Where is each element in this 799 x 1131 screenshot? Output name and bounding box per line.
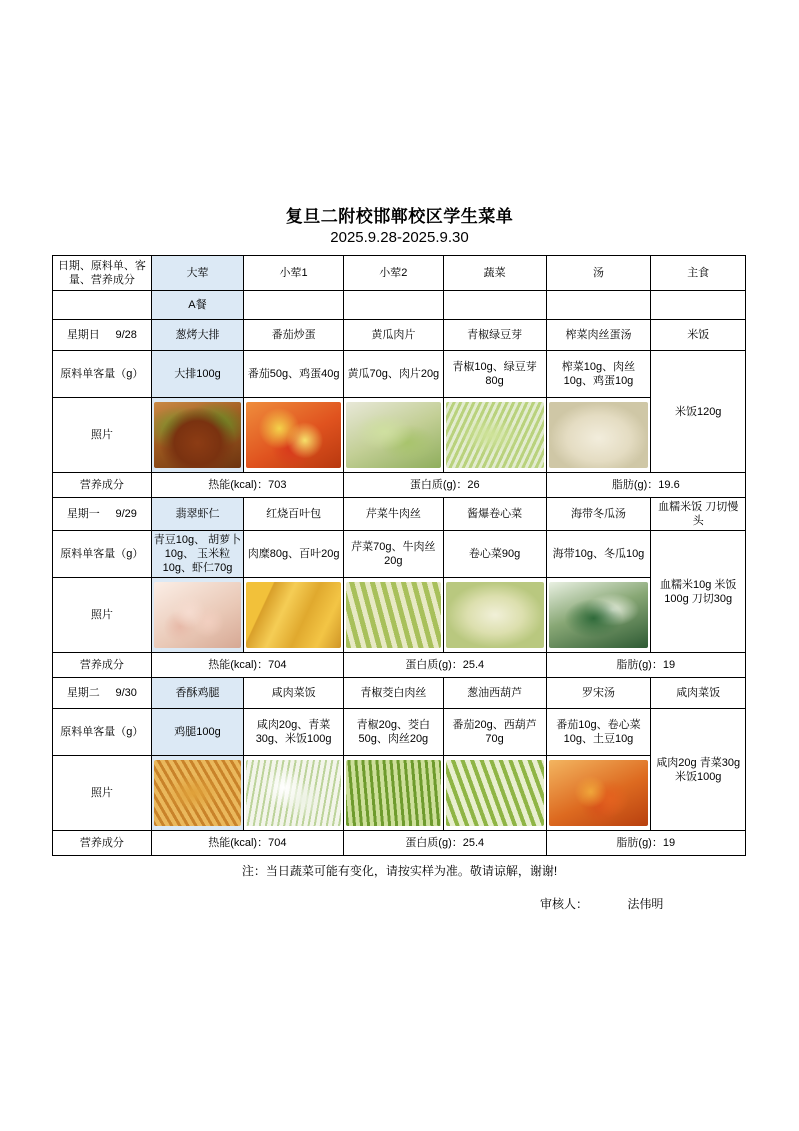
header-col3: 小荤2 bbox=[343, 256, 443, 291]
approver-name: 法伟明 bbox=[627, 897, 664, 911]
day-1-ingr-3: 黄瓜70g、肉片20g bbox=[343, 351, 443, 398]
meal-type-row bbox=[53, 291, 746, 320]
day-2-nutrition-row bbox=[53, 653, 746, 678]
meal-type-blank-6 bbox=[651, 291, 746, 320]
day-1-nutrition-label: 营养成分 bbox=[53, 473, 152, 498]
day-1-staple-ingredients: 米饭120g bbox=[651, 351, 746, 473]
day-2-energy: 热能(kcal)：704 bbox=[151, 653, 343, 678]
day-3-photo-label: 照片 bbox=[53, 756, 152, 831]
day-3-ingredients-row bbox=[53, 709, 746, 756]
day-3-date: 9/30 bbox=[115, 687, 137, 699]
dish-photo-qing-jiao-jiao-bai-rou-si bbox=[346, 760, 441, 826]
day-3-ingr-5: 番茄10g、卷心菜10g、土豆10g bbox=[546, 709, 651, 756]
day-1-energy: 热能(kcal)：703 bbox=[151, 473, 343, 498]
day-1-ingr-2: 番茄50g、鸡蛋40g bbox=[244, 351, 344, 398]
dish-photo-fei-cui-xia-ren bbox=[154, 582, 242, 648]
day-1-ingr-4: 青椒10g、绿豆芽80g bbox=[443, 351, 546, 398]
date-range: 2025.9.28-2025.9.30 bbox=[330, 229, 469, 246]
dish-photo-jiang-bao-juan-xin-cai bbox=[446, 582, 544, 648]
header-col4: 蔬菜 bbox=[443, 256, 546, 291]
day-2-ingr-5: 海带10g、冬瓜10g bbox=[546, 531, 651, 578]
footer-note: 注：当日蔬菜可能有变化，请按实样为准。敬请谅解，谢谢! bbox=[241, 864, 558, 878]
day-3-dish-row bbox=[53, 678, 746, 709]
day-3-photo-1 bbox=[151, 756, 244, 831]
day-3-photo-5 bbox=[546, 756, 651, 831]
day-1-photo-label: 照片 bbox=[53, 398, 152, 473]
document-title-block bbox=[0, 206, 799, 248]
day-1-nutrition-row bbox=[53, 473, 746, 498]
day-3-staple: 咸肉菜饭 bbox=[651, 678, 746, 709]
day-2-dish-3: 芹菜牛肉丝 bbox=[343, 498, 443, 531]
day-2-ingredients-label: 原料单客量（g） bbox=[53, 531, 152, 578]
day-2-fat: 脂肪(g)：19 bbox=[546, 653, 745, 678]
day-1-photo-3 bbox=[343, 398, 443, 473]
menu-table bbox=[52, 255, 746, 856]
day-2-photo-2 bbox=[244, 578, 344, 653]
header-col0: 日期、原料单、客量、营养成分 bbox=[53, 256, 152, 291]
day-3-ingr-3: 青椒20g、茭白50g、肉丝20g bbox=[343, 709, 443, 756]
meal-type-blank-5 bbox=[546, 291, 651, 320]
day-1-dish-2: 番茄炒蛋 bbox=[244, 320, 344, 351]
dish-photo-zha-cai-rou-si-dan-tang bbox=[549, 402, 649, 468]
dish-photo-fan-qie-chao-dan bbox=[246, 402, 341, 468]
day-2-photo-row bbox=[53, 578, 746, 653]
table-header-row bbox=[53, 256, 746, 291]
day-2-ingr-2: 肉糜80g、百叶20g bbox=[244, 531, 344, 578]
day-1-photo-2 bbox=[244, 398, 344, 473]
day-1-date-cell bbox=[53, 320, 152, 351]
day-2-photo-3 bbox=[343, 578, 443, 653]
day-2-staple: 血糯米饭 刀切慢头 bbox=[651, 498, 746, 531]
day-2-protein: 蛋白质(g)：25.4 bbox=[343, 653, 546, 678]
day-3-dish-2: 咸肉菜饭 bbox=[244, 678, 344, 709]
dish-photo-qing-jiao-lv-dou-ya bbox=[446, 402, 544, 468]
day-2-date: 9/29 bbox=[115, 508, 137, 520]
day-2-nutrition-label: 营养成分 bbox=[53, 653, 152, 678]
day-2-dish-row bbox=[53, 498, 746, 531]
dish-photo-hong-shao-bai-ye-bao bbox=[246, 582, 341, 648]
day-2-photo-label: 照片 bbox=[53, 578, 152, 653]
day-2-photo-1 bbox=[151, 578, 244, 653]
day-1-protein: 蛋白质(g)：26 bbox=[343, 473, 546, 498]
header-col5: 汤 bbox=[546, 256, 651, 291]
day-3-ingr-2: 咸肉20g、青菜30g、米饭100g bbox=[244, 709, 344, 756]
day-3-photo-3 bbox=[343, 756, 443, 831]
meal-type-blank-3 bbox=[343, 291, 443, 320]
day-1-date: 9/28 bbox=[115, 329, 137, 341]
day-2-dish-2: 红烧百叶包 bbox=[244, 498, 344, 531]
meal-type-label: A餐 bbox=[151, 291, 244, 320]
day-3-photo-4 bbox=[443, 756, 546, 831]
dish-photo-luo-song-tang bbox=[549, 760, 649, 826]
day-3-protein: 蛋白质(g)：25.4 bbox=[343, 831, 546, 856]
day-3-energy: 热能(kcal)：704 bbox=[151, 831, 343, 856]
meal-type-blank-4 bbox=[443, 291, 546, 320]
dish-photo-xiang-su-ji-tui bbox=[154, 760, 242, 826]
day-3-nutrition-row bbox=[53, 831, 746, 856]
day-2-weekday: 星期一 bbox=[66, 508, 100, 520]
day-1-ingr-5: 榨菜10g、肉丝10g、鸡蛋10g bbox=[546, 351, 651, 398]
day-2-date-cell bbox=[53, 498, 152, 531]
day-3-dish-1: 香酥鸡腿 bbox=[151, 678, 244, 709]
approver-label: 审核人： bbox=[540, 897, 589, 911]
header-col1: 大荤 bbox=[151, 256, 244, 291]
day-2-photo-4 bbox=[443, 578, 546, 653]
day-2-dish-1: 翡翠虾仁 bbox=[151, 498, 244, 531]
day-2-ingr-3: 芹菜70g、牛肉丝20g bbox=[343, 531, 443, 578]
day-2-ingr-4: 卷心菜90g bbox=[443, 531, 546, 578]
dish-photo-cong-you-xi-hu-lu bbox=[446, 760, 544, 826]
approver-line bbox=[540, 895, 770, 912]
day-1-dish-5: 榨菜肉丝蛋汤 bbox=[546, 320, 651, 351]
day-2-dish-4: 酱爆卷心菜 bbox=[443, 498, 546, 531]
dish-photo-huang-gua-rou-pian bbox=[346, 402, 441, 468]
day-1-ingredients-row bbox=[53, 351, 746, 398]
day-3-nutrition-label: 营养成分 bbox=[53, 831, 152, 856]
page-title: 复旦二附校邯郸校区学生菜单 bbox=[285, 207, 514, 226]
day-3-ingredients-label: 原料单客量（g） bbox=[53, 709, 152, 756]
header-col6: 主食 bbox=[651, 256, 746, 291]
day-3-dish-5: 罗宋汤 bbox=[546, 678, 651, 709]
day-1-photo-4 bbox=[443, 398, 546, 473]
day-1-dish-1: 葱烤大排 bbox=[151, 320, 244, 351]
dish-photo-xian-rou-cai-fan bbox=[246, 760, 341, 826]
day-1-dish-3: 黄瓜肉片 bbox=[343, 320, 443, 351]
day-1-staple: 米饭 bbox=[651, 320, 746, 351]
day-1-dish-row bbox=[53, 320, 746, 351]
day-3-fat: 脂肪(g)：19 bbox=[546, 831, 745, 856]
day-1-weekday: 星期日 bbox=[66, 329, 100, 341]
day-3-weekday: 星期二 bbox=[66, 687, 100, 699]
day-1-photo-row bbox=[53, 398, 746, 473]
day-3-dish-4: 葱油西葫芦 bbox=[443, 678, 546, 709]
meal-type-blank-2 bbox=[244, 291, 344, 320]
dish-photo-qin-cai-niu-rou-si bbox=[346, 582, 441, 648]
day-3-date-cell bbox=[53, 678, 152, 709]
day-2-ingr-1: 青豆10g、 胡萝卜10g、 玉米粒10g、虾仁70g bbox=[151, 531, 244, 578]
day-2-ingredients-row bbox=[53, 531, 746, 578]
day-3-ingr-1: 鸡腿100g bbox=[151, 709, 244, 756]
day-1-ingredients-label: 原料单客量（g） bbox=[53, 351, 152, 398]
day-3-dish-3: 青椒茭白肉丝 bbox=[343, 678, 443, 709]
dish-photo-hai-dai-dong-gua-tang bbox=[549, 582, 649, 648]
day-2-photo-5 bbox=[546, 578, 651, 653]
day-2-staple-ingredients: 血糯米10g 米饭100g 刀切30g bbox=[651, 531, 746, 653]
day-1-ingr-1: 大排100g bbox=[151, 351, 244, 398]
header-col2: 小荤1 bbox=[244, 256, 344, 291]
day-1-photo-1 bbox=[151, 398, 244, 473]
day-1-photo-5 bbox=[546, 398, 651, 473]
day-3-ingr-4: 番茄20g、西葫芦70g bbox=[443, 709, 546, 756]
day-1-fat: 脂肪(g)：19.6 bbox=[546, 473, 745, 498]
meal-type-blank bbox=[53, 291, 152, 320]
dish-photo-cong-kao-da-pai bbox=[154, 402, 242, 468]
day-1-dish-4: 青椒绿豆芽 bbox=[443, 320, 546, 351]
day-3-photo-row bbox=[53, 756, 746, 831]
day-3-staple-ingredients: 咸肉20g 青菜30g 米饭100g bbox=[651, 709, 746, 831]
day-3-photo-2 bbox=[244, 756, 344, 831]
day-2-dish-5: 海带冬瓜汤 bbox=[546, 498, 651, 531]
